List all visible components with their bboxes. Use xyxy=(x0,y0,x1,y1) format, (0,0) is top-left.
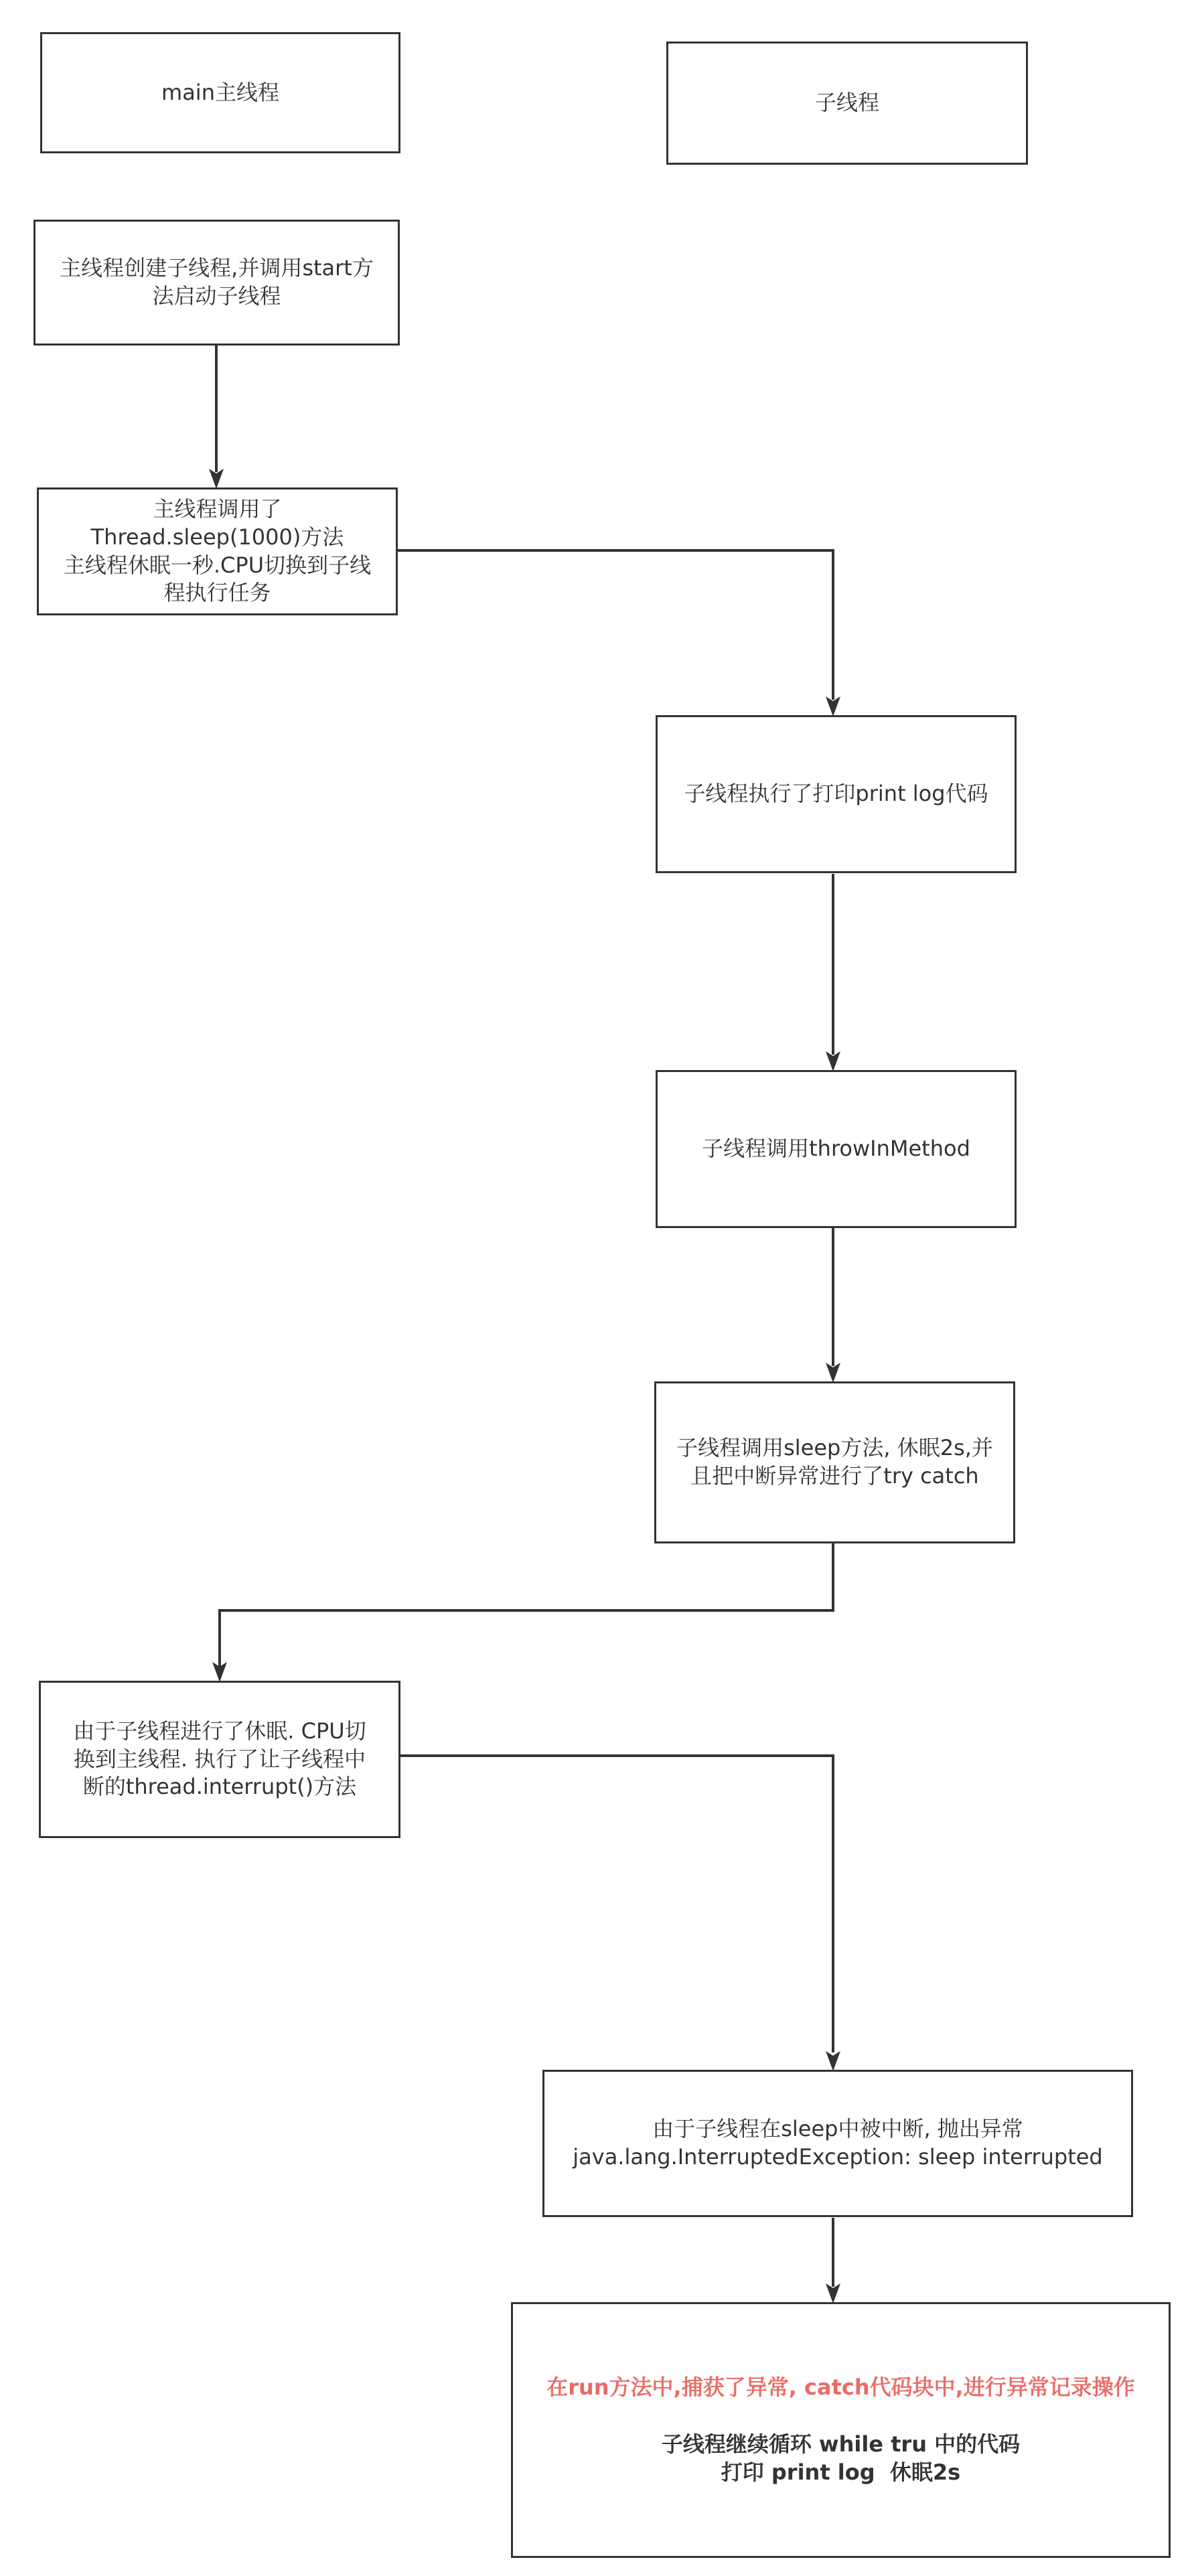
node-main-thread-sleep xyxy=(37,487,398,615)
node-text-line: 主线程休眠一秒.CPU切换到子线 xyxy=(63,552,372,578)
node-text-line: 主线程创建子线程,并调用start方 xyxy=(60,255,374,281)
node-text-line: 法启动子线程 xyxy=(152,283,281,309)
node-text-line: 且把中断异常进行了try catch xyxy=(690,1463,979,1489)
node-text-line: 子线程调用sleep方法, 休眠2s,并 xyxy=(676,1435,993,1461)
main-thread-header-label: main主线程 xyxy=(161,79,279,105)
child-thread-header xyxy=(666,42,1028,165)
main-thread-header xyxy=(40,32,400,153)
child-thread-header-label: 子线程 xyxy=(814,90,879,116)
node-child-throw-in-method xyxy=(656,1070,1017,1228)
node-text-line: 子线程执行了打印print log代码 xyxy=(684,781,988,807)
edge-n6-n7 xyxy=(400,1756,833,2052)
node-text-line: 子线程继续循环 while tru 中的代码 xyxy=(661,2431,1021,2457)
node-text-line: 打印 print log 休眠2s xyxy=(721,2459,961,2485)
node-text-line: java.lang.InterruptedException: sleep interrupted xyxy=(573,2144,1103,2170)
node-highlight-text: 在run方法中,捕获了异常, catch代码块中,进行异常记录操作 xyxy=(546,2374,1135,2400)
node-text-line: 由于子线程在sleep中被中断, 抛出异常 xyxy=(652,2116,1023,2142)
node-catch-and-continue xyxy=(511,2302,1171,2558)
node-text-line: 换到主线程. 执行了让子线程中 xyxy=(73,1746,366,1772)
edge-n5-n6 xyxy=(220,1543,833,1667)
node-main-thread-interrupt xyxy=(39,1681,400,1838)
node-interrupted-exception xyxy=(542,2070,1133,2217)
node-text-line: 由于子线程进行了休眠. CPU切 xyxy=(73,1718,366,1744)
node-text-line: 断的thread.interrupt()方法 xyxy=(82,1774,357,1800)
node-create-child-thread xyxy=(33,220,400,346)
node-text-line: Thread.sleep(1000)方法 xyxy=(90,524,344,550)
edge-n2-n3 xyxy=(398,550,833,700)
node-text-line: 主线程调用了 xyxy=(153,496,282,522)
node-child-print-log xyxy=(656,715,1017,873)
node-text-line: 程执行任务 xyxy=(163,580,271,606)
arrowhead xyxy=(826,2051,840,2071)
node-child-sleep-try-catch xyxy=(654,1381,1015,1543)
node-text-line: 子线程调用throwInMethod xyxy=(702,1136,970,1162)
